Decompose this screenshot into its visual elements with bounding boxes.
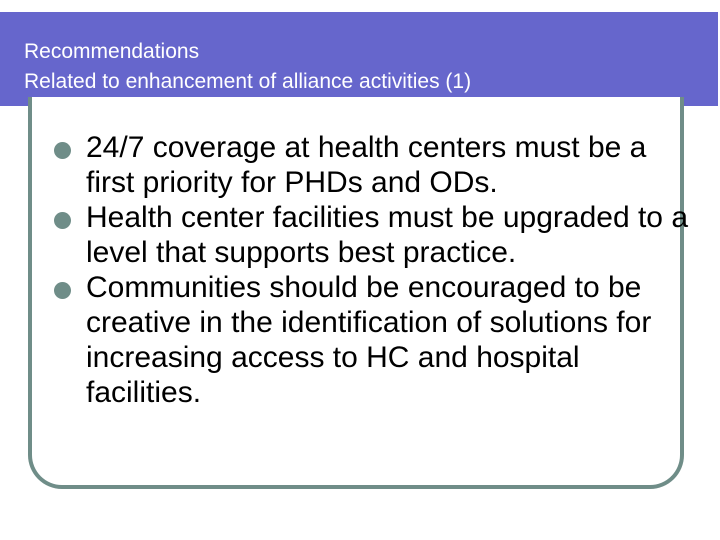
bullet-text: Health center facilities must be upgraded to a level that supports best practice. (86, 201, 689, 269)
list-item (44, 130, 694, 200)
bullet-icon (54, 212, 71, 229)
bullet-text: Communities should be encouraged to be creative in the identification of solutions for increasing access to HC and hospital facilities. (86, 271, 652, 409)
list-item (44, 200, 694, 270)
slide-title: Recommendations (24, 40, 200, 63)
bullet-icon (54, 282, 71, 299)
bullet-list (44, 130, 694, 410)
slide-subtitle: Related to enhancement of alliance activities (1) (24, 70, 472, 93)
list-item (44, 270, 694, 410)
bullet-icon (54, 142, 71, 159)
bullet-text: 24/7 coverage at health centers must be a first priority for PHDs and ODs. (86, 131, 647, 199)
title-band (0, 12, 718, 106)
